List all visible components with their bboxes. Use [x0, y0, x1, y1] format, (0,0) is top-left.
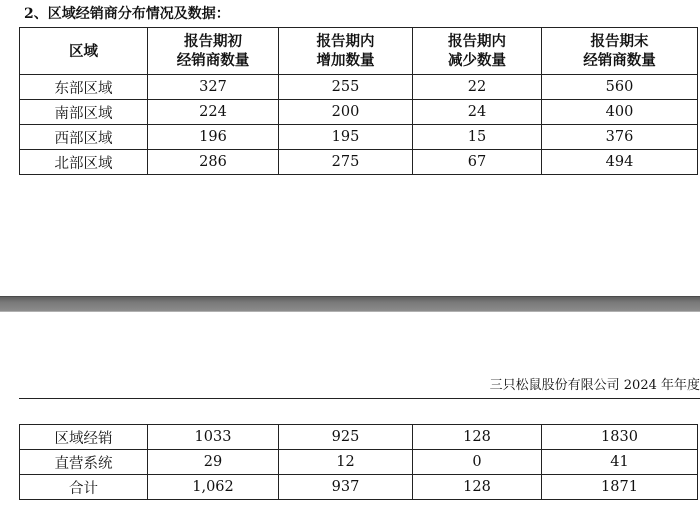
cell-begin-count: 1,062	[148, 475, 279, 500]
cell-added-count: 195	[279, 125, 413, 150]
cell-begin-count: 286	[148, 150, 279, 175]
page-header-rule	[19, 398, 700, 399]
cell-removed-count: 15	[413, 125, 542, 150]
cell-end-count: 494	[542, 150, 698, 175]
cell-begin-count: 1033	[148, 425, 279, 450]
cell-begin-count: 196	[148, 125, 279, 150]
cell-removed-count: 24	[413, 100, 542, 125]
cell-begin-count: 224	[148, 100, 279, 125]
cell-added-count: 255	[279, 75, 413, 100]
cell-begin-count: 29	[148, 450, 279, 475]
cell-end-count: 1871	[542, 475, 698, 500]
cell-end-count: 1830	[542, 425, 698, 450]
report-page-lower	[0, 312, 700, 508]
distributor-region-table	[19, 27, 698, 175]
table-row	[20, 450, 698, 475]
table-row	[20, 425, 698, 450]
section-heading: 2、区域经销商分布情况及数据：	[24, 6, 230, 22]
table-row	[20, 150, 698, 175]
column-header-removed-line1: 报告期内	[448, 33, 506, 50]
cell-added-count: 925	[279, 425, 413, 450]
cell-removed-count: 67	[413, 150, 542, 175]
column-header-removed-count	[413, 28, 542, 75]
cell-removed-count: 128	[413, 425, 542, 450]
cell-region: 北部区域	[20, 150, 148, 175]
cell-added-count: 275	[279, 150, 413, 175]
distributor-summary-table	[19, 424, 698, 500]
table-row	[20, 75, 698, 100]
page-break-separator	[0, 296, 700, 312]
cell-end-count: 400	[542, 100, 698, 125]
cell-end-count: 41	[542, 450, 698, 475]
table-row-total	[20, 475, 698, 500]
cell-region: 区域经销	[20, 425, 148, 450]
column-header-added-line2: 增加数量	[316, 52, 375, 69]
column-header-added-line1: 报告期内	[316, 33, 375, 50]
column-header-removed-line2: 减少数量	[448, 52, 506, 69]
cell-region: 直营系统	[20, 450, 148, 475]
column-header-region-label: 区域	[69, 42, 98, 60]
cell-region: 合计	[20, 475, 148, 500]
cell-end-count: 560	[542, 75, 698, 100]
column-header-begin-line1: 报告期初	[184, 33, 242, 50]
column-header-end-count	[542, 28, 698, 75]
cell-region: 东部区域	[20, 75, 148, 100]
column-header-end-line2: 经销商数量	[583, 52, 656, 69]
column-header-begin-line2: 经销商数量	[176, 52, 250, 69]
table-row	[20, 100, 698, 125]
cell-added-count: 937	[279, 475, 413, 500]
cell-removed-count: 0	[413, 450, 542, 475]
cell-removed-count: 22	[413, 75, 542, 100]
cell-region: 南部区域	[20, 100, 148, 125]
column-header-region	[20, 28, 148, 75]
column-header-added-count	[279, 28, 413, 75]
table-row	[20, 125, 698, 150]
page-header-title: 三只松鼠股份有限公司 2024 年年度	[489, 378, 700, 393]
cell-removed-count: 128	[413, 475, 542, 500]
table-header-row	[20, 28, 698, 75]
column-header-end-line1: 报告期末	[590, 33, 649, 50]
cell-end-count: 376	[542, 125, 698, 150]
cell-region: 西部区域	[20, 125, 148, 150]
column-header-begin-count	[148, 28, 279, 75]
cell-begin-count: 327	[148, 75, 279, 100]
cell-added-count: 12	[279, 450, 413, 475]
cell-added-count: 200	[279, 100, 413, 125]
